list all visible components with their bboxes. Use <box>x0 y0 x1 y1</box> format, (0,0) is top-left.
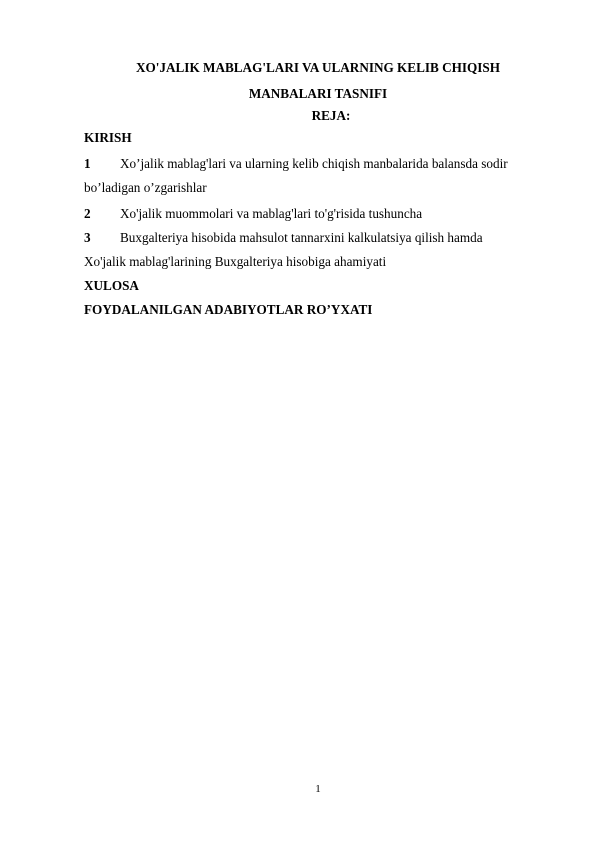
intro-heading: KIRISH <box>84 130 132 145</box>
plan-item-1-continuation: bo’ladigan o’zgarishlar <box>84 180 207 195</box>
plan-heading: REJA: <box>311 108 351 123</box>
conclusion-heading: XULOSA <box>84 278 139 293</box>
page-number: 1 <box>315 783 321 795</box>
plan-item-1-number: 1 <box>84 156 91 171</box>
plan-item-3-text: Buxgalteriya hisobida mahsulot tannarxini kalkulatsiya qilish hamda <box>120 230 483 245</box>
plan-item-2-text: Xo'jalik muommolari va mablag'lari to'g'risida tushuncha <box>120 206 423 221</box>
document-title-line-1: XO'JALIK MABLAG'LARI VA ULARNING KELIB CHIQISH <box>135 60 501 75</box>
references-heading: FOYDALANILGAN ADABIYOTLAR RO’YXATI <box>84 302 373 317</box>
document-title-line-2: MANBALARI TASNIFI <box>248 86 388 101</box>
plan-item-3-continuation: Xo'jalik mablag'larining Buxgalteriya hisobiga ahamiyati <box>84 254 387 269</box>
plan-item-3-number: 3 <box>84 230 91 245</box>
plan-item-1-text: Xo’jalik mablag'lari va ularning kelib chiqish manbalarida balansda sodir <box>120 156 508 171</box>
plan-item-2-number: 2 <box>84 206 91 221</box>
